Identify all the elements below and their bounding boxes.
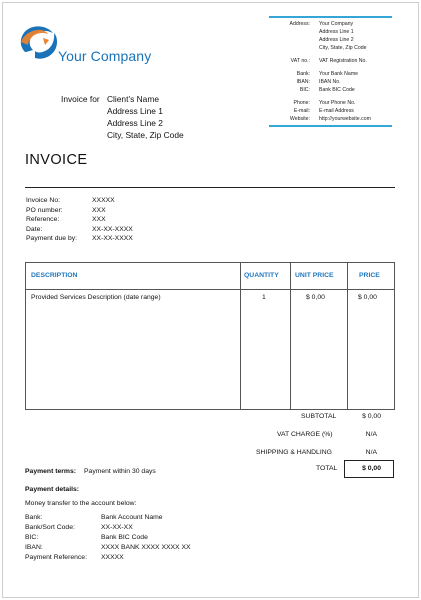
row-price: $ 0,00	[358, 294, 377, 301]
sender-info	[269, 19, 393, 123]
title-divider	[25, 187, 395, 188]
items-table	[25, 262, 395, 410]
sender-address-line: Your Company	[319, 21, 354, 27]
sender-bank-value: Your Bank Name	[319, 71, 359, 77]
client-address-line: Address Line 2	[107, 118, 163, 128]
sender-bottom-rule	[269, 125, 392, 127]
meta-label: PO number:	[26, 206, 63, 214]
total-value: $ 0,00	[362, 465, 381, 472]
row-quantity: 1	[262, 294, 266, 301]
meta-value: XXXXX	[92, 197, 115, 204]
sender-address-line: City, State, Zip Code	[319, 45, 367, 51]
payment-row-value: XXXXX	[101, 554, 124, 561]
column-divider	[240, 263, 241, 409]
sender-vat-value: VAT Registration No.	[319, 58, 367, 64]
invoice-title: INVOICE	[25, 152, 88, 168]
subtotal-value: $ 0,00	[362, 413, 381, 420]
header-quantity: QUANTITY	[244, 272, 279, 279]
meta-label: Date:	[26, 225, 43, 233]
payment-row-value: Bank BIC Code	[101, 534, 148, 541]
sender-website-label: Website:	[289, 116, 310, 122]
meta-value: XX-XX-XXXX	[92, 225, 133, 233]
table-header-divider	[26, 289, 394, 290]
company-name: Your Company	[58, 48, 152, 64]
meta-label: Invoice No:	[26, 197, 61, 204]
payment-intro: Money transfer to the account below:	[25, 500, 137, 507]
column-divider	[347, 263, 348, 409]
payment-row-label: IBAN:	[25, 544, 43, 551]
vat-value: N/A	[365, 431, 377, 438]
client-name: Client’s Name	[107, 94, 159, 104]
payment-row-value: XXXX BANK XXXX XXXX XX	[101, 544, 191, 551]
subtotal-label: SUBTOTAL	[301, 413, 337, 420]
row-description: Provided Services Description (date range)	[31, 294, 161, 301]
payment-row-label: Payment Reference:	[25, 554, 87, 561]
sender-iban-label: IBAN:	[296, 79, 310, 85]
sender-website-value: http://yourwebsite.com	[319, 116, 371, 122]
meta-label: Payment due by:	[26, 235, 78, 242]
sender-iban-value: IBAN No.	[319, 79, 341, 85]
row-unit-price: $ 0,00	[306, 294, 325, 301]
sender-address-line: Address Line 2	[319, 37, 354, 43]
sender-email-label: E-mail:	[293, 108, 310, 114]
payment-row-value: Bank Account Name	[101, 514, 163, 521]
shipping-value: N/A	[365, 449, 377, 456]
invoice-for-block	[61, 93, 261, 143]
payment-row-value: XX-XX-XX	[101, 524, 133, 531]
vat-label: VAT CHARGE (%)	[277, 431, 333, 438]
sender-phone-value: Your Phone No.	[319, 100, 356, 106]
sender-vat-label: VAT no.:	[290, 58, 310, 64]
header-unit-price: UNIT PRICE	[295, 272, 334, 279]
meta-value: XXX	[92, 216, 106, 223]
client-address-line: Address Line 1	[107, 106, 163, 116]
sender-bic-label: BIC:	[299, 87, 310, 93]
sender-address-label: Address:	[289, 21, 310, 27]
header-price: PRICE	[359, 272, 380, 279]
sender-email-value: E-mail Address	[319, 108, 354, 114]
sender-bank-label: Bank:	[296, 71, 310, 77]
sender-address-line: Address Line 1	[319, 29, 354, 35]
meta-value: XXX	[92, 206, 106, 214]
client-address-line: City, State, Zip Code	[107, 130, 184, 140]
payment-row-label: BIC:	[25, 534, 39, 541]
sender-phone-label: Phone:	[293, 100, 310, 106]
payment-row-label: Bank:	[25, 514, 43, 521]
invoice-for-label: Invoice for	[61, 94, 100, 104]
total-label: TOTAL	[316, 465, 338, 472]
payment-terms-label: Payment terms:	[25, 468, 76, 475]
sender-top-rule	[269, 16, 392, 18]
payment-details-label: Payment details:	[25, 486, 80, 493]
payment-terms-value: Payment within 30 days	[84, 468, 156, 475]
invoice-meta	[26, 196, 166, 248]
column-divider	[290, 263, 291, 409]
shipping-label: SHIPPING & HANDLING	[256, 449, 332, 456]
company-logo-icon	[15, 18, 63, 66]
payment-row-label: Bank/Sort Code:	[25, 524, 75, 531]
meta-label: Reference:	[26, 216, 60, 223]
header-description: DESCRIPTION	[31, 272, 78, 279]
meta-value: XX-XX-XXXX	[92, 235, 133, 242]
sender-bic-value: Bank BIC Code	[319, 87, 355, 93]
